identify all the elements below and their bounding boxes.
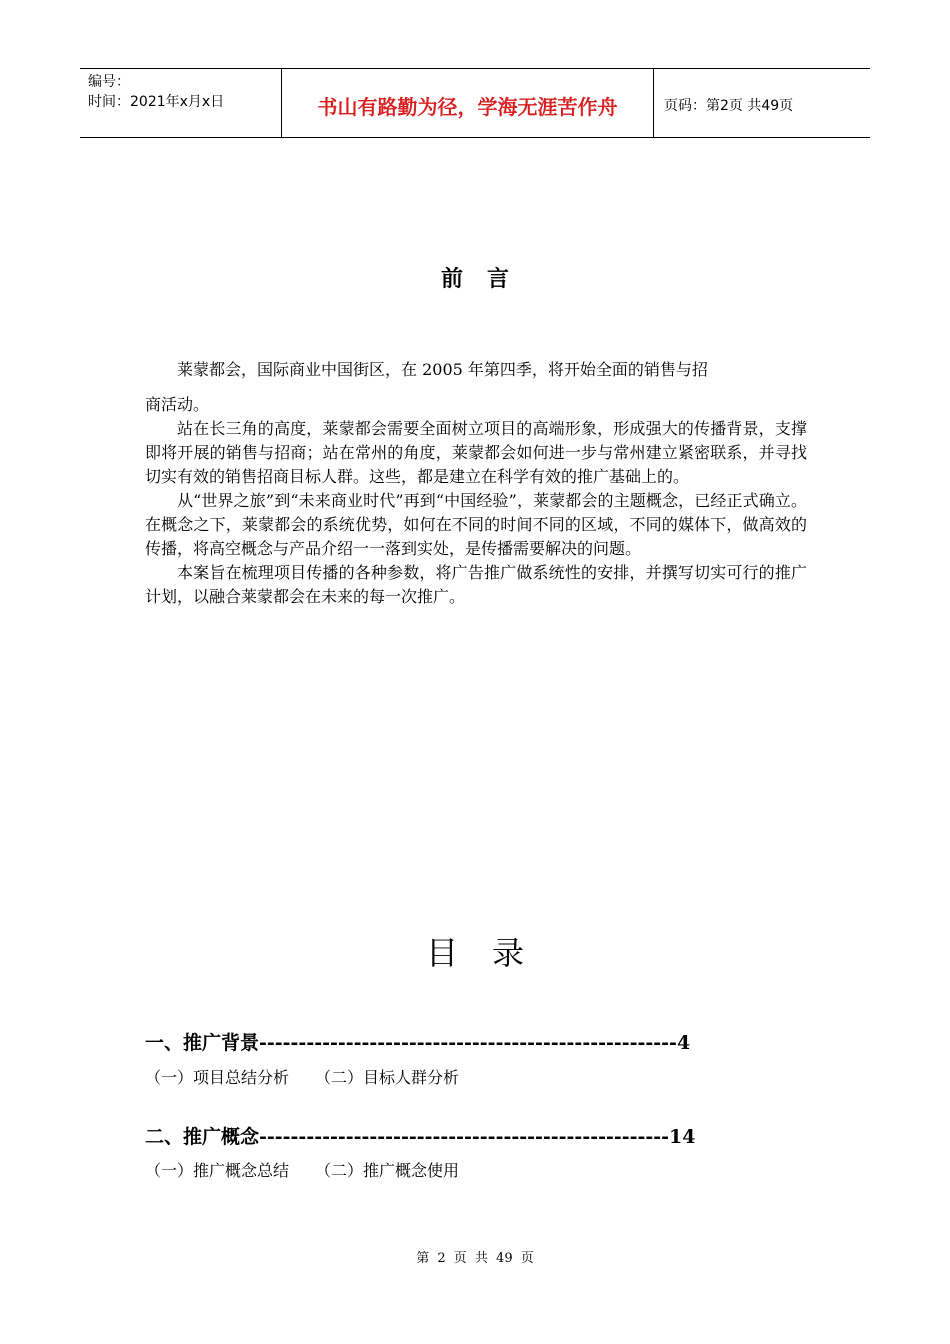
preface-paragraph-3: 从“世界之旅”到“未来商业时代”再到“中国经验”，莱蒙都会的主题概念，已经正式确立。在概念之下，莱蒙都会的系统优势，如何在不同的时间不同的区域，不同的媒体下，做高效的传播，将高空概念与产品介绍一一落到实处，是传播需要解决的问题。 [145, 491, 807, 558]
time-label: 时间：2021年x月x日 [88, 94, 225, 110]
toc-subitem[interactable]: （一）项目总结分析 [145, 1068, 290, 1087]
toc-subitems-2 [145, 1158, 459, 1181]
preface-paragraph-1-line-1: 莱蒙都会，国际商业中国街区，在 2005 年第四季，将开始全面的销售与招 [177, 360, 708, 379]
number-label: 编号： [88, 74, 130, 90]
page-footer: 第 2 页 共 49 页 [416, 1251, 534, 1266]
toc-subitem[interactable]: （二）目标人群分析 [315, 1068, 460, 1087]
preface-paragraph-2: 站在长三角的高度，莱蒙都会需要全面树立项目的高端形象，形成强大的传播背景，支撑即将开展的销售与招商；站在常州的角度，莱蒙都会如何进一步与常州建立紧密联系，并寻找切实有效的销售招商目标人群。这些，都是建立在科学有效的推广基础上的。 [145, 419, 807, 486]
toc-subitem[interactable]: （一）推广概念总结 [145, 1161, 290, 1180]
preface-paragraph-1 [145, 358, 807, 382]
toc-heading-2[interactable]: 二、推广概念----------------------------------------------------14 [145, 1126, 696, 1148]
preface-paragraph-1-line-2: 商活动。 [145, 395, 210, 414]
header-table [80, 68, 870, 138]
toc-subitem[interactable]: （二）推广概念使用 [315, 1161, 460, 1180]
preface-title: 前言 [440, 266, 533, 292]
toc-title: 目录 [425, 934, 558, 972]
toc-heading-1[interactable]: 一、推广背景-----------------------------------------------------4 [145, 1032, 691, 1054]
header-page-info: 页码：第2页 共49页 [664, 98, 794, 114]
header-meta-cell [80, 69, 282, 137]
toc-subitems-1 [145, 1065, 459, 1088]
header-motto: 书山有路勤为径，学海无涯苦作舟 [282, 69, 654, 137]
preface-body [145, 417, 807, 609]
preface-paragraph-4: 本案旨在梳理项目传播的各种参数，将广告推广做系统性的安排，并撰写切实可行的推广计划，以融合莱蒙都会在未来的每一次推广。 [145, 563, 807, 606]
